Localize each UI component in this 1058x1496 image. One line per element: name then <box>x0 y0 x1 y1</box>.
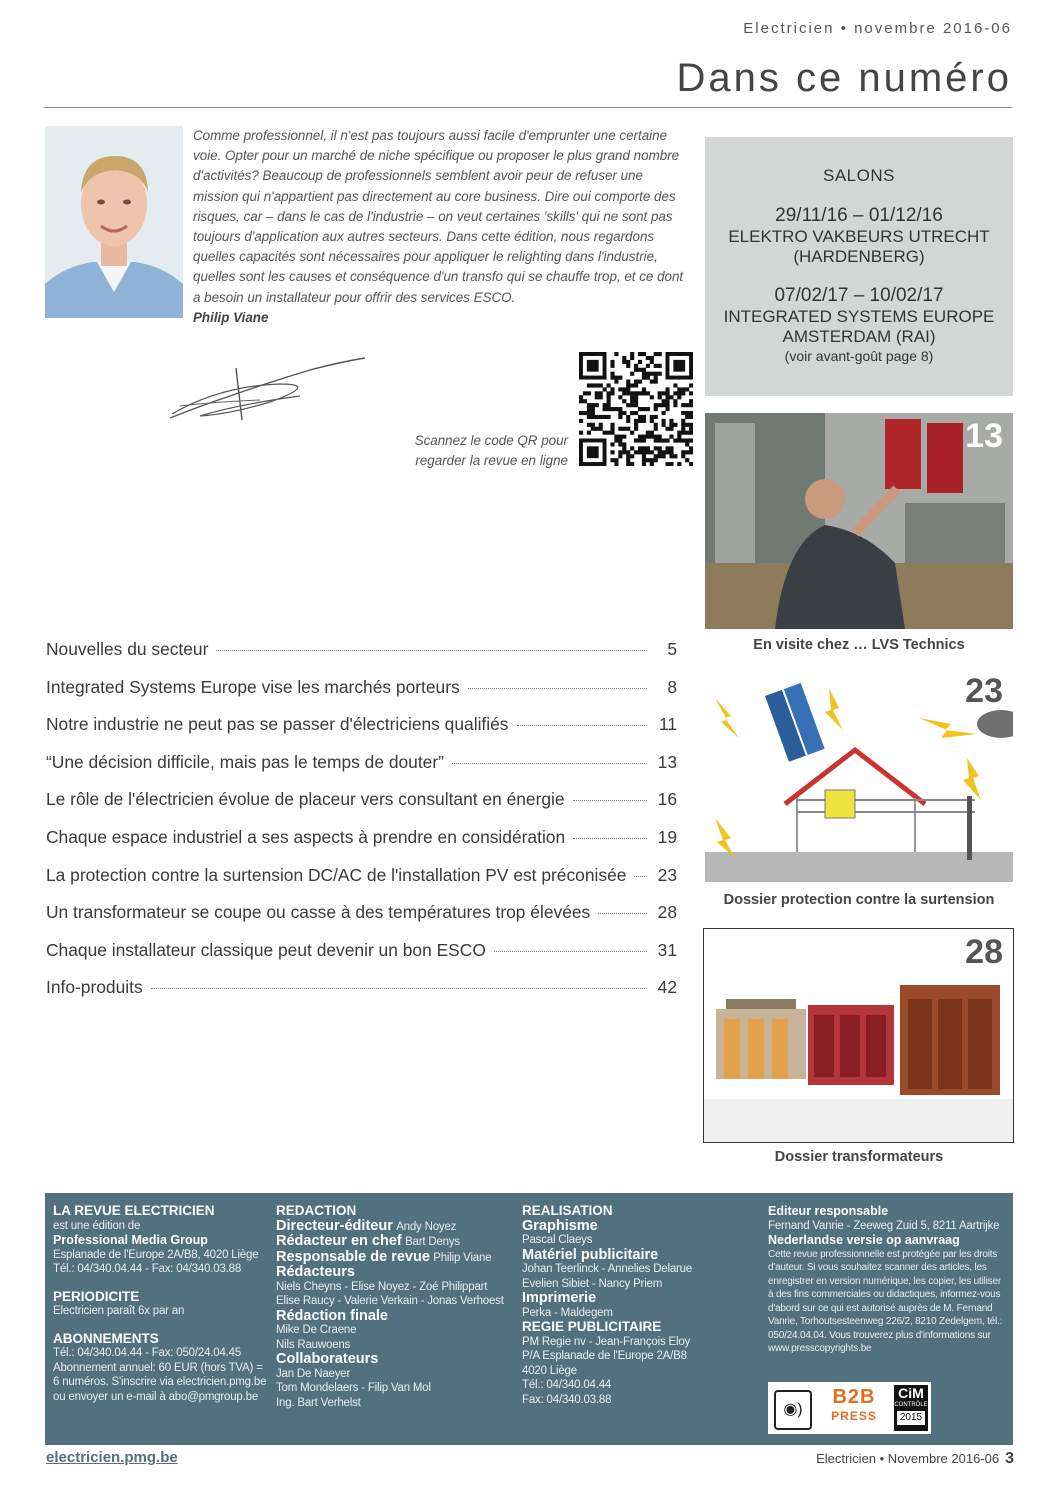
event2-dates: 07/02/17 – 10/02/17 <box>774 285 944 306</box>
toc-entry[interactable] <box>46 827 677 865</box>
qr-caption-line2: regarder la revue en ligne <box>415 453 568 468</box>
b2b-logo-text: B2B <box>832 1386 876 1408</box>
toc-entry[interactable] <box>46 977 677 1015</box>
colophon-text: Niels Cheyns - Elise Noyez - Zoé Philippart <box>276 1280 488 1293</box>
colophon-text: Perka - Maldegem <box>522 1306 613 1319</box>
colophon-heading: Nederlandse versie op aanvraag <box>768 1233 960 1247</box>
event2-note: (voir avant-goût page 8) <box>784 348 934 364</box>
colophon-text: est une édition de <box>53 1219 141 1232</box>
toc-page: 5 <box>667 639 677 659</box>
page-footer <box>816 1450 1014 1468</box>
colophon-label: Rédacteurs <box>276 1264 355 1280</box>
toc-page: 23 <box>657 864 677 885</box>
qr-caption-line1: Scannez le code QR pour <box>414 433 568 448</box>
colophon-text: Tom Mondelaers - Filip Van Mol <box>276 1382 431 1394</box>
colophon-text: Evelien Sibiet - Nancy Priem <box>522 1277 663 1290</box>
colophon-text: Abonnement annuel: 60 EUR (hors TVA) = <box>53 1361 263 1374</box>
toc-title: Integrated Systems Europe vise les marchés porteurs <box>46 676 460 697</box>
colophon-col-realisation <box>522 1204 752 1407</box>
toc-title: Le rôle de l'électricien évolue de placeur vers consultant en énergie <box>46 789 565 810</box>
toc-entry[interactable] <box>46 940 677 978</box>
colophon-text: P/A Esplanade de l'Europe 2A/B8 <box>522 1350 687 1362</box>
toc-leader <box>598 913 647 914</box>
colophon-publisher-name: Professional Media Group <box>53 1233 208 1247</box>
issue-meta: Electricien • novembre 2016-06 <box>743 20 1012 37</box>
toc-title: Notre industrie ne peut pas se passer d'électriciens qualifiés <box>46 714 509 735</box>
colophon-text: Ing. Bart Verhelst <box>276 1396 361 1409</box>
colophon-heading: REGIE PUBLICITAIRE <box>522 1319 662 1334</box>
colophon-text: PM Regie nv - Jean-François Eloy <box>522 1335 691 1348</box>
toc-title: Nouvelles du secteur <box>46 639 209 659</box>
scan-icon: ◉) <box>774 1390 812 1430</box>
toc-page: 13 <box>657 751 677 772</box>
author-photo <box>45 126 183 318</box>
page-number: 3 <box>1005 1450 1014 1467</box>
toc-entry[interactable] <box>46 639 677 677</box>
colophon-text: Pascal Claeys <box>522 1234 593 1246</box>
press-logo-text: PRESS <box>831 1409 877 1423</box>
colophon-text: Fax: 04/340.03.88 <box>522 1393 612 1406</box>
colophon-label: Rédacteur en chef <box>276 1233 402 1249</box>
feature-number-28: 28 <box>965 933 1003 971</box>
colophon-text: 4020 Liège <box>522 1364 577 1377</box>
editorial-body: Comme professionnel, il n'est pas toujours aussi facile d'emprunter une certaine voie. Opter pour un marché de niche spécifique ou proposer le plus grand nombre d'activités? Beaucoup de professionnels semblent avoir peur de refuser une mission qui n'appartient pas directement au core business. Dire oui comporte des risques, car – dans le cas de l'industrie – on veut certaines 'skills' qui ne sont pas toujours d'application aux autres secteurs. Dans cette édition, nous regardons quelles capacités sont nécessaires pour appliquer le relighting dans l'industrie, quelles sont les causes et conséquence d'un transfo qui se chauffe trop, et ce dont a besoin un installateur pour offrir des services ESCO. <box>193 128 684 305</box>
colophon-text: Tél.: 04/340.04.44 <box>522 1379 612 1391</box>
issue-footer: Electricien • Novembre 2016-06 <box>816 1451 1000 1466</box>
colophon-label: Graphisme <box>522 1217 598 1234</box>
toc-title: Info-produits <box>46 977 143 998</box>
page-title: Dans ce numéro <box>676 56 1012 100</box>
colophon-heading: LA REVUE ELECTRICIEN <box>53 1203 215 1218</box>
feature-caption-transformers: Dossier transformateurs <box>774 1149 944 1165</box>
cim-logo-year: 2015 <box>897 1411 925 1425</box>
colophon-text: Tél.: 04/340.04.44 - Fax: 050/24.04.45 <box>53 1347 242 1359</box>
event2-place: AMSTERDAM (RAI) <box>782 327 936 346</box>
feature-image-transformers[interactable] <box>703 928 1014 1143</box>
salons-heading: SALONS <box>823 166 895 185</box>
toc-title: Chaque installateur classique peut devenir un bon ESCO <box>46 939 486 960</box>
toc-page: 19 <box>657 826 677 847</box>
toc-page: 31 <box>657 939 677 960</box>
toc-page: 42 <box>657 977 677 998</box>
copyright-notice: Cette revue professionnelle est protégée par les droits d'auteur. Si vous souhaitez scanner des articles, les enregistrer en version numérique, les copier, les utiliser à des fins commerciales ou didactiques, informez-vous d'abord sur ce qui est autorisé auprès de M. Fernand Vanrie, Torhoutsesteenweg 226/2, 8210 Zedelgem, tél.: 050/24.04.04. Vous trouverez plus d'informations sur www.presscopyrights.be <box>768 1248 1003 1354</box>
feature-caption-lvs: En visite chez … LVS Technics <box>753 637 965 653</box>
toc-leader <box>452 763 647 764</box>
b2b-press-logo <box>826 1386 882 1423</box>
colophon-text: Philip Viane <box>433 1251 492 1264</box>
toc-leader <box>468 688 647 689</box>
qr-caption <box>370 431 568 471</box>
colophon-text: Johan Teerlinck - Annelies Delarue <box>522 1263 693 1275</box>
toc-page: 8 <box>667 676 677 697</box>
colophon-text: Nils Rauwoens <box>276 1338 351 1351</box>
colophon-col-publisher <box>53 1204 273 1404</box>
colophon-heading: REALISATION <box>522 1203 613 1218</box>
colophon-col-redaction <box>276 1204 506 1410</box>
toc-title: “Une décision difficile, mais pas le temps de douter” <box>46 751 444 772</box>
toc-title: La protection contre la surtension DC/AC de l'installation PV est préconisée <box>46 864 627 885</box>
table-of-contents <box>46 639 677 1015</box>
colophon-text: 6 numéros. S'inscrire via electricien.pmg.be <box>53 1376 267 1388</box>
salons-box <box>705 137 1013 396</box>
colophon-text: Andy Noyez <box>396 1220 457 1233</box>
colophon-heading: Editeur responsable <box>768 1204 889 1218</box>
colophon-label: Responsable de revue <box>276 1248 430 1265</box>
footer-logos <box>768 1382 931 1434</box>
event1-place: (HARDENBERG) <box>793 247 925 266</box>
feature-image-lvs[interactable] <box>705 413 1013 629</box>
toc-leader <box>151 988 647 989</box>
toc-entry[interactable] <box>46 677 677 715</box>
cim-logo <box>894 1385 928 1431</box>
colophon-heading: REDACTION <box>276 1203 357 1218</box>
event1-name: ELEKTRO VAKBEURS UTRECHT <box>728 227 990 246</box>
toc-entry[interactable] <box>46 865 677 903</box>
colophon-col-editor <box>768 1204 1004 1356</box>
toc-page: 16 <box>657 789 677 810</box>
colophon-label: Matériel publicitaire <box>522 1246 659 1263</box>
event2-name: INTEGRATED SYSTEMS EUROPE <box>723 307 995 326</box>
feature-number-23: 23 <box>965 672 1003 710</box>
toc-title: Chaque espace industriel a ses aspects à prendre en considération <box>46 826 566 847</box>
colophon-text: Fernand Vanrie - Zeeweg Zuid 5, 8211 Aartrijke <box>768 1219 1000 1232</box>
colophon-heading: ABONNEMENTS <box>53 1330 159 1346</box>
toc-leader <box>573 838 647 839</box>
toc-entry[interactable] <box>46 789 677 827</box>
colophon-heading: PERIODICITE <box>53 1288 140 1304</box>
editorial-text <box>193 126 685 328</box>
toc-title: Un transformateur se coupe ou casse à des températures trop élevées <box>46 902 591 923</box>
toc-entry[interactable] <box>46 752 677 790</box>
header-divider <box>44 107 1012 108</box>
colophon-text: Electricien paraît 6x par an <box>53 1305 185 1317</box>
toc-leader <box>517 725 648 726</box>
colophon-label: Directeur-éditeur <box>276 1217 393 1234</box>
toc-leader <box>634 876 647 877</box>
toc-leader <box>494 951 647 952</box>
toc-page: 28 <box>657 902 677 923</box>
feature-number-13: 13 <box>965 417 1003 455</box>
qr-code[interactable] <box>579 352 693 466</box>
event1-dates: 29/11/16 – 01/12/16 <box>775 205 943 226</box>
colophon-text: Bart Denys <box>405 1236 460 1248</box>
toc-entry[interactable] <box>46 714 677 752</box>
cim-logo-text: CiM <box>898 1385 924 1401</box>
colophon-text: ou envoyer un e-mail à abo@pmgroup.be <box>53 1390 259 1403</box>
colophon-text: Esplanade de l'Europe 2A/B8, 4020 Liège <box>53 1248 259 1261</box>
colophon-label: Imprimerie <box>522 1290 597 1306</box>
feature-image-surge[interactable] <box>705 668 1013 882</box>
toc-leader <box>216 650 647 651</box>
signature <box>160 356 370 426</box>
toc-leader <box>573 800 647 801</box>
editorial-author: Philip Viane <box>193 309 269 325</box>
feature-caption-surge: Dossier protection contre la surtension <box>723 892 995 908</box>
colophon-label: Rédaction finale <box>276 1307 388 1324</box>
colophon-text: Tél.: 04/340.04.44 - Fax: 04/340.03.88 <box>53 1263 242 1275</box>
colophon-label: Collaborateurs <box>276 1351 379 1367</box>
colophon-text: Mike De Craene <box>276 1324 357 1336</box>
toc-entry[interactable] <box>46 902 677 940</box>
cim-logo-sub: CONTRÔLE <box>894 1402 928 1408</box>
colophon-text: Elise Raucy - Valerie Verkain - Jonas Verhoest <box>276 1295 504 1307</box>
website-link[interactable]: electricien.pmg.be <box>46 1449 178 1466</box>
colophon-text: Jan De Naeyer <box>276 1367 351 1380</box>
toc-page: 11 <box>658 714 677 735</box>
